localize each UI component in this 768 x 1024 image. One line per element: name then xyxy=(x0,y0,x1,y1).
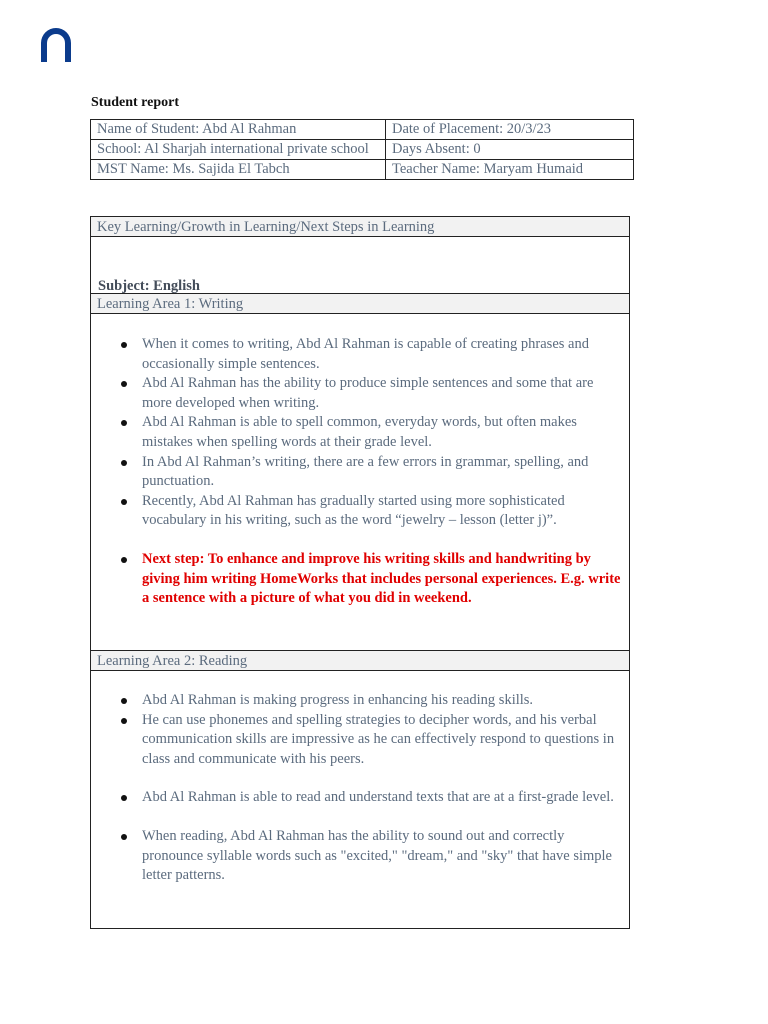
list-item: When reading, Abd Al Rahman has the ability to sound out and correctly pronounce syllable words such as "excited," "dream," and "sky" that have simple letter patterns. xyxy=(91,827,629,886)
subject-label: Subject: English xyxy=(98,278,200,294)
date-of-placement-cell: Date of Placement: 20/3/23 xyxy=(386,120,634,140)
days-absent-cell: Days Absent: 0 xyxy=(386,140,634,160)
list-item: Abd Al Rahman is making progress in enhancing his reading skills. xyxy=(91,691,629,711)
school-cell: School: Al Sharjah international private school xyxy=(91,140,386,160)
mst-name-cell: MST Name: Ms. Sajida El Tabch xyxy=(91,160,386,180)
arch-logo-icon xyxy=(39,26,73,62)
table-row xyxy=(91,120,634,140)
table-row xyxy=(91,140,634,160)
student-name-cell: Name of Student: Abd Al Rahman xyxy=(91,120,386,140)
table-row xyxy=(91,160,634,180)
subject-row xyxy=(91,237,629,294)
writing-section xyxy=(91,314,629,651)
reading-bullet-list xyxy=(91,671,629,886)
teacher-name-cell: Teacher Name: Maryam Humaid xyxy=(386,160,634,180)
student-info-table xyxy=(90,119,634,180)
list-item: Abd Al Rahman is able to read and understand texts that are at a first-grade level. xyxy=(91,788,629,808)
writing-section-title: Learning Area 1: Writing xyxy=(91,294,629,314)
learning-table-header: Key Learning/Growth in Learning/Next Steps in Learning xyxy=(91,217,629,237)
list-item: Abd Al Rahman has the ability to produce simple sentences and some that are more developed when writing. xyxy=(91,374,629,413)
list-item: In Abd Al Rahman’s writing, there are a few errors in grammar, spelling, and punctuation. xyxy=(91,453,629,492)
list-item: When it comes to writing, Abd Al Rahman is capable of creating phrases and occasionally simple sentences. xyxy=(91,335,629,374)
reading-section xyxy=(91,671,629,928)
next-step-item: Next step: To enhance and improve his writing skills and handwriting by giving him writing HomeWorks that includes personal experiences. E.g. write a sentence with a picture of what you did in weekend. xyxy=(91,550,629,609)
report-title: Student report xyxy=(91,95,180,110)
list-item: Abd Al Rahman is able to spell common, everyday words, but often makes mistakes when spelling words at their grade level. xyxy=(91,413,629,452)
list-item: He can use phonemes and spelling strategies to decipher words, and his verbal communication skills are impressive as he can effectively respond to questions in class and communicate with his peers. xyxy=(91,711,629,770)
writing-bullet-list xyxy=(91,314,629,609)
learning-table xyxy=(90,216,630,929)
list-item: Recently, Abd Al Rahman has gradually started using more sophisticated vocabulary in his writing, such as the word “jewelry – lesson (letter j)”. xyxy=(91,492,629,531)
reading-section-title: Learning Area 2: Reading xyxy=(91,651,629,671)
